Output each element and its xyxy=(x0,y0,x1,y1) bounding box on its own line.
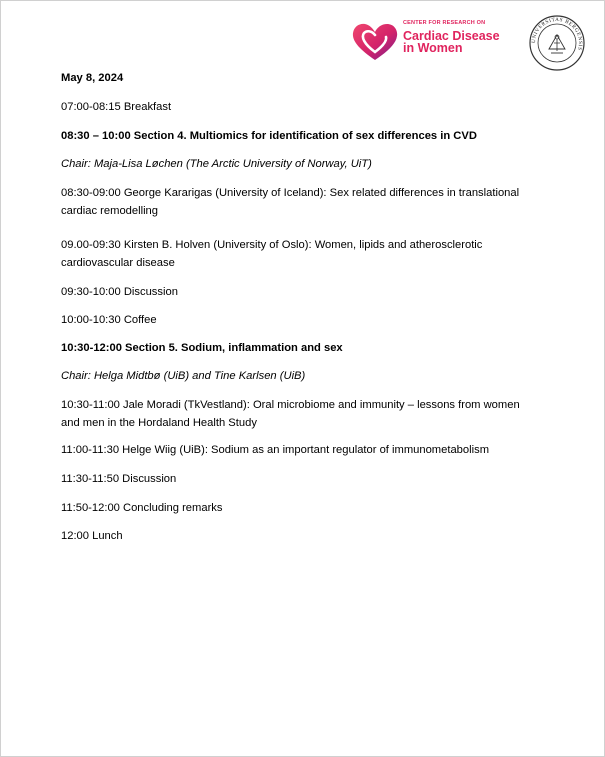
item-breakfast: 07:00-08:15 Breakfast xyxy=(61,101,172,113)
talk-holven-line2: cardiovascular disease xyxy=(61,257,175,269)
talk-kararigas-line1: 08:30-09:00 George Kararigas (University of Iceland): Sex related differences in translational xyxy=(61,187,520,199)
item-coffee: 10:00-10:30 Coffee xyxy=(61,314,157,326)
talk-kararigas-line2: cardiac remodelling xyxy=(61,205,159,217)
logo-text xyxy=(403,21,500,54)
cardiac-disease-in-women-logo xyxy=(351,19,511,64)
item-concluding-remarks: 11:50-12:00 Concluding remarks xyxy=(61,502,223,514)
heart-logo-icon xyxy=(351,22,399,62)
talk-moradi-line1: 10:30-11:00 Jale Moradi (TkVestland): Oral microbiome and immunity – lessons from women xyxy=(61,399,520,411)
item-lunch: 12:00 Lunch xyxy=(61,530,123,542)
section-5-title: 10:30-12:00 Section 5. Sodium, inflammation and sex xyxy=(61,342,343,354)
item-discussion-2: 11:30-11:50 Discussion xyxy=(61,473,177,485)
item-discussion-1: 09:30-10:00 Discussion xyxy=(61,286,178,298)
header-logos xyxy=(351,16,596,74)
logo-title-line2: in Women xyxy=(403,40,463,55)
university-of-bergen-seal-icon xyxy=(527,13,587,73)
program-date: May 8, 2024 xyxy=(61,72,124,84)
logo-title-line1: Cardiac Disease xyxy=(403,28,500,43)
talk-holven-line1: 09.00-09:30 Kirsten B. Holven (University of Oslo): Women, lipids and atherosclerotic xyxy=(61,239,483,251)
section-4-chair: Chair: Maja-Lisa Løchen (The Arctic University of Norway, UiT) xyxy=(61,158,372,170)
logo-tagline: CENTER FOR RESEARCH ON xyxy=(403,20,486,26)
section-5-chair: Chair: Helga Midtbø (UiB) and Tine Karlsen (UiB) xyxy=(61,370,306,382)
seal-text: UNIVERSITAS BERGENSIS xyxy=(530,16,584,52)
section-4-title: 08:30 – 10:00 Section 4. Multiomics for identification of sex differences in CVD xyxy=(61,130,477,142)
talk-wiig: 11:00-11:30 Helge Wiig (UiB): Sodium as an important regulator of immunometabolism xyxy=(61,444,490,456)
talk-moradi-line2: and men in the Hordaland Health Study xyxy=(61,417,257,429)
